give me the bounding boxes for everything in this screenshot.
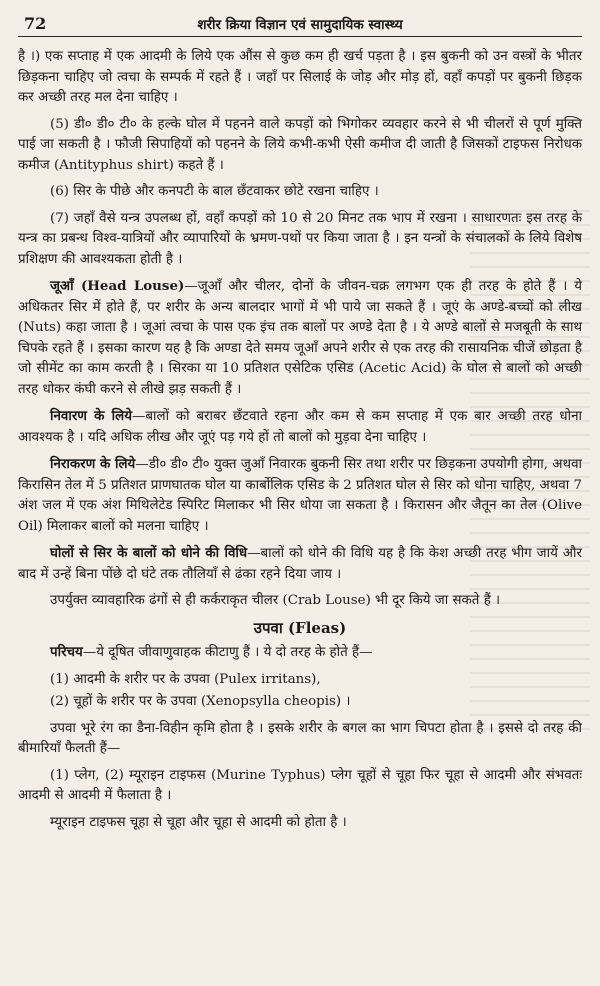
page-body (18, 47, 582, 833)
paragraph-text: उपर्युक्त व्यावहारिक ढंगों से ही कर्कराकृत चीलर (Crab Louse) भी दूर किये जा सकते हैं । (50, 593, 501, 608)
running-title: शरीर क्रिया विज्ञान एवं सामुदायिक स्वास्थ्य (197, 17, 403, 33)
paragraph-head-louse (18, 276, 582, 400)
paragraph-text: —बालों को बराबर छँटवाते रहना और कम से कम सप्ताह में एक बार अच्छी तरह धोना आवश्यक है । यदि अधिक लीख और जूएं पड़ गये हों तो बालों को मुड़वा देना चाहिए । (18, 409, 582, 445)
section-intro-lead: परिचय (50, 644, 83, 660)
paragraph-remedy (18, 454, 582, 537)
list-item: (1) आदमी के शरीर पर के उपवा (Pulex irritans), (50, 671, 321, 687)
paragraph-text: (7) जहाँ वैसे यन्त्र उपलब्ध हों, वहाँ कपड़ों को 10 से 20 मिनट तक भाप में रखना । साधारणतः इस तरह के यन्त्र का प्रबन्ध विश्व-यात्रियों और व्यापारियों के भ्रमण-पथों पर किया जाता है । इन यन्त्रों के संचालकों के लिये विशेष प्रशिक्षण की आवश्यकता होती है । (18, 210, 582, 267)
paragraph-point-5 (18, 115, 582, 177)
page-number: 72 (24, 14, 47, 33)
paragraph-lead: निवारण के लिये (50, 408, 132, 424)
page-header (18, 14, 582, 37)
list-item: (2) चूहों के शरीर पर के उपवा (Xenopsylla cheopis) । (50, 694, 351, 709)
paragraph-lead: घोलों से सिर के बालों को धोने की विधि (50, 545, 248, 561)
paragraph-text: (5) डी० डी० टी० के हल्के घोल में पहनने वाले कपड़ों को भिगोकर व्यवहार करने से भी चीलरों से पूर्ण मुक्ति पाई जा सकती है । फौजी सिपाहियों को पहनने के लिये कभी-कभी ऐसी कमीज दी जाती है जिसकों टाइफस निरोधक कमीज (Antityphus shirt) कहते हैं । (18, 116, 582, 173)
paragraph-flea-description: उपवा भूरे रंग का डैना-विहीन कृमि होता है । इसके शरीर के बगल का भाग चिपटा होता है । इससे दो तरह की बीमारियाँ फैलती हैं— (18, 720, 582, 756)
paragraph-wash-method (18, 543, 582, 585)
paragraph-continued (18, 47, 582, 109)
section-title-fleas: उपवा (Fleas) (253, 618, 347, 637)
paragraph-text: है ।) एक सप्ताह में एक आदमी के लिये एक औंस से कुछ कम ही खर्च पड़ता है । इस बुकनी को उन वस्त्रों के भीतर छिड़कना चाहिए जो त्वचा के सम्पर्क में रहते हैं । जहाँ पर सिलाई के जोड़ और मोड़ हों, वहाँ कपड़ों पर बुकनी छिड़क कर अच्छी तरह मल देना चाहिए । (18, 49, 582, 105)
section-intro (18, 642, 582, 664)
paragraph-lead: निराकरण के लिये (50, 456, 136, 472)
paragraph-flea-diseases: (1) प्लेग, (2) म्यूराइन टाइफस (Murine Typhus) प्लेग चूहों से चूहा फिर चूहा से आदमी और संभवतः आदमी से आदमी में फैलाता है । (18, 767, 582, 803)
paragraph-crab-louse (18, 591, 582, 612)
paragraph-point-6 (18, 182, 582, 203)
paragraph-prevention (18, 406, 582, 448)
paragraph-lead: जूआँ (Head Louse) (50, 278, 185, 294)
paragraph-text: (6) सिर के पीछे और कनपटी के बाल छँटवाकर छोटे रखना चाहिए । (50, 184, 379, 199)
paragraph-text: —डी० डी० टी० युक्त जुआँ निवारक बुकनी सिर तथा शरीर पर छिड़कना उपयोगी होगा, अथवा किरासिन तेल में 5 प्रतिशत प्राणघातक घोल या कार्बोलिक एसिड के 2 प्रतिशत घोल से सिर को धोना चाहिए, अथवा 7 अंश जल में एक अंश मिथिलेटेड स्पिरिट मिलाकर भी सिर धोया जा सकता है । किरासन और जैतून का तेल (Olive Oil) मिलाकर बालों को मलना चाहिए । (18, 457, 582, 534)
paragraph-text: —जूआँ और चीलर, दोनों के जीवन-चक्र लगभग एक ही तरह के होते हैं । ये अधिकतर सिर में होते हैं, पर शरीर के अन्य बालदार भागों में भी पाये जा सकते हैं । जूएं के अण्डे-बच्चों को लीख (Nuts) कहा जाता है । जूआं त्वचा के पास एक इंच तक बालों पर अण्डे देता है । ये अण्डे बालों से मजबूती के साथ चिपके रहते हैं । इसका कारण यह है कि अण्डा देते समय जूआँ अपने शरीर से एक तरह की रासायनिक चीजें छोड़ता है जो सीमेंट का काम करती है । सिरका या 10 प्रतिशत एसेटिक एसिड (Acetic Acid) के घोल से बालों को अच्छी तरह धोकर कंघी करने से लीखे झड़ सकती हैं । (18, 279, 582, 397)
paragraph-murine-typhus: म्यूराइन टाइफस चूहा से चूहा और चूहा से आदमी को होता है । (50, 814, 347, 830)
paragraph-text: —बालों को धोने की विधि यह है कि केश अच्छी तरह भीग जायें और बाद में उन्हें बिना पोंछे दो घंटे तक तौलियाँ से ढंका रहने दिया जाय । (18, 546, 582, 582)
paragraph-point-7 (18, 209, 582, 271)
section-intro-text: —ये दूषित जीवाणुवाहक कीटाणु हैं । ये दो तरह के होते हैं— (82, 645, 373, 660)
